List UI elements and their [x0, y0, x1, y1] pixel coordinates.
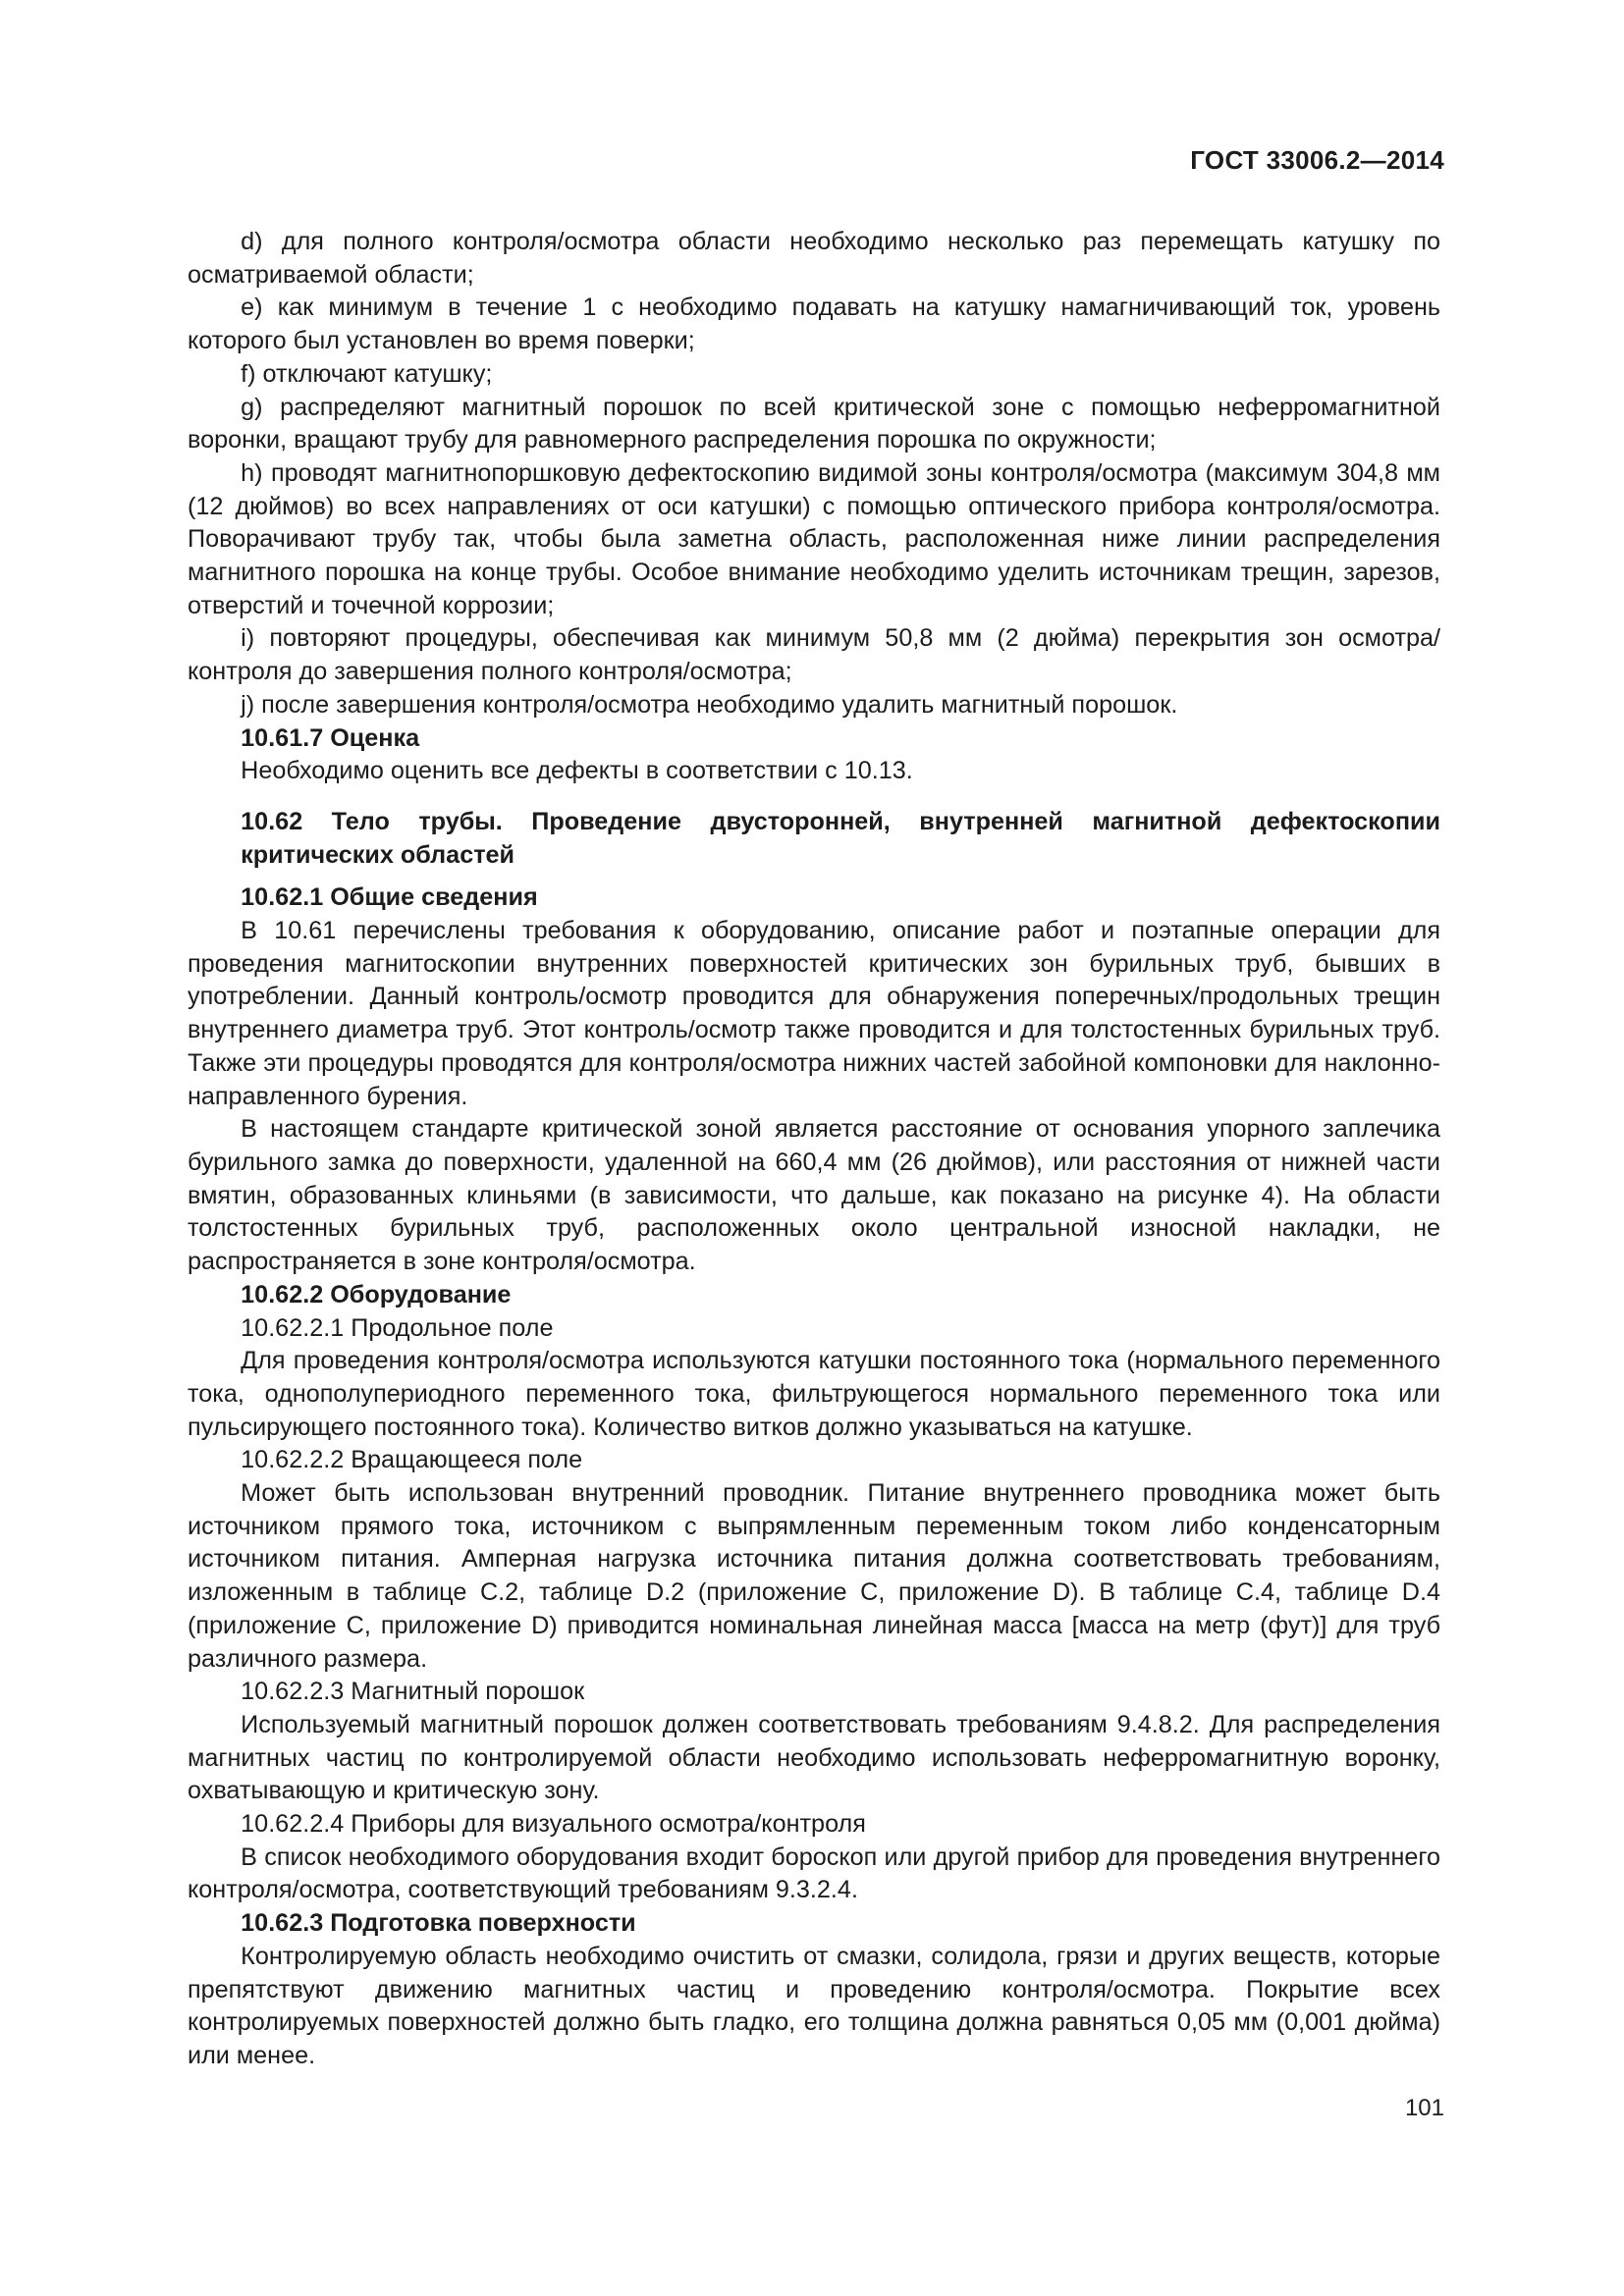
heading-10-62-3: 10.62.3 Подготовка поверхности — [241, 1909, 636, 1938]
page-number: 101 — [1404, 2095, 1444, 2121]
heading-10-62-2-4: 10.62.2.4 Приборы для визуального осмотра/контроля — [241, 1810, 866, 1839]
heading-10-62-2-2: 10.62.2.2 Вращающееся поле — [241, 1446, 583, 1474]
heading-10-62-2-1: 10.62.2.1 Продольное поле — [241, 1313, 554, 1342]
list-item-e: e) как минимум в течение 1 с необходимо подавать на катушку намагничивающий ток, уровень которого был установлен во время поверки; — [188, 294, 1440, 355]
paragraph-surface-preparation: Контролируемую область необходимо очистить от смазки, солидола, грязи и других веществ, которые препятствуют движению магнитных частиц и проведению контроля/осмотра. Покрытие всех контролируемых поверхностей должно быть гладко, его толщина должна равняться 0,05 мм (0,001 дюйма) или менее. — [188, 1942, 1440, 2069]
document-code: ГОСТ 33006.2—2014 — [1190, 145, 1444, 175]
paragraph-rotating-field: Может быть использован внутренний проводник. Питание внутреннего проводника может быть источником прямого тока, источником с выпрямленным переменным током либо конденсаторным источником питания. Амперная нагрузка источника питания должна соответствовать требованиям, изложенным в таблице C.2, таблице D.2 (приложение C, приложение D). В таблице C.4, таблице D.4 (приложение C, приложение D) приводится номинальная линейная масса [масса на метр (фут)] для труб различного размера. — [188, 1479, 1440, 1673]
paragraph-longitudinal-field: Для проведения контроля/осмотра используются катушки постоянного тока (нормального переменного тока, однополупериодного переменного тока, фильтрующегося нормального переменного тока или пульсирующего постоянного тока). Количество витков должно указываться на катушке. — [188, 1347, 1440, 1441]
paragraph-general-1: В 10.61 перечислены требования к оборудованию, описание работ и поэтапные операции для проведения магнитоскопии внутренних поверхностей критических зон бурильных труб, бывших в употреблении. Данный контроль/осмотр проводится для обнаружения поперечных/продольных трещин внутреннего диаметра труб. Этот контроль/осмотр также проводится и для толстостенных бурильных труб. Также эти процедуры проводятся для контроля/осмотра нижних частей забойной компоновки для наклонно-направленного бурения. — [188, 917, 1440, 1110]
heading-10-62-1: 10.62.1 Общие сведения — [241, 883, 538, 912]
list-item-g: g) распределяют магнитный порошок по всей критической зоне с помощью неферромагнитной воронки, вращают трубу для равномерного распределения порошка по окружности; — [188, 393, 1440, 454]
heading-10-61-7: 10.61.7 Оценка — [241, 723, 420, 752]
paragraph-visual-devices: В список необходимого оборудования входит бороскоп или другой прибор для проведения внутреннего контроля/осмотра, соответствующий требованиям 9.3.2.4. — [188, 1842, 1440, 1904]
list-item-j: j) после завершения контроля/осмотра необходимо удалить магнитный порошок. — [241, 690, 1178, 719]
list-item-f: f) отключают катушку; — [241, 359, 493, 388]
list-item-d: d) для полного контроля/осмотра области необходимо несколько раз перемещать катушку по осматриваемой области; — [188, 228, 1440, 289]
document-body — [188, 226, 1440, 2073]
heading-10-62-2: 10.62.2 Оборудование — [241, 1280, 512, 1308]
heading-10-62: 10.62 Тело трубы. Проведение двусторонней, внутренней магнитной дефектоскопии критических областей — [241, 807, 1440, 869]
paragraph-magnetic-powder: Используемый магнитный порошок должен соответствовать требованиям 9.4.8.2. Для распределения магнитных частиц по контролируемой области необходимо использовать неферромагнитную воронку, охватывающую и критическую зону. — [188, 1710, 1440, 1805]
list-item-h: h) проводят магнитнопоршковую дефектоскопию видимой зоны контроля/осмотра (максимум 304,8 мм (12 дюймов) во всех направлениях от оси катушки) с помощью оптического прибора контроля/осмотра. Поворачивают трубу так, чтобы была заметна область, расположенная ниже линии распределения магнитного порошка на конце трубы. Особое внимание необходимо уделить источникам трещин, зарезов, отверстий и точечной коррозии; — [188, 458, 1440, 619]
paragraph-evaluation: Необходимо оценить все дефекты в соответствии с 10.13. — [241, 757, 913, 785]
list-item-i: i) повторяют процедуры, обеспечивая как минимум 50,8 мм (2 дюйма) перекрытия зон осмотра/контроля до завершения полного контроля/осмотра; — [188, 624, 1440, 686]
paragraph-general-2: В настоящем стандарте критической зоной является расстояние от основания упорного заплечика бурильного замка до поверхности, удаленной на 660,4 мм (26 дюймов), или расстояния от нижней части вмятин, образованных клиньями (в зависимости, что дальше, как показано на рисунке 4). На области толстостенных бурильных труб, расположенных около центральной износной накладки, не распространяется в зоне контроля/осмотра. — [188, 1115, 1440, 1276]
heading-10-62-2-3: 10.62.2.3 Магнитный порошок — [241, 1678, 585, 1706]
